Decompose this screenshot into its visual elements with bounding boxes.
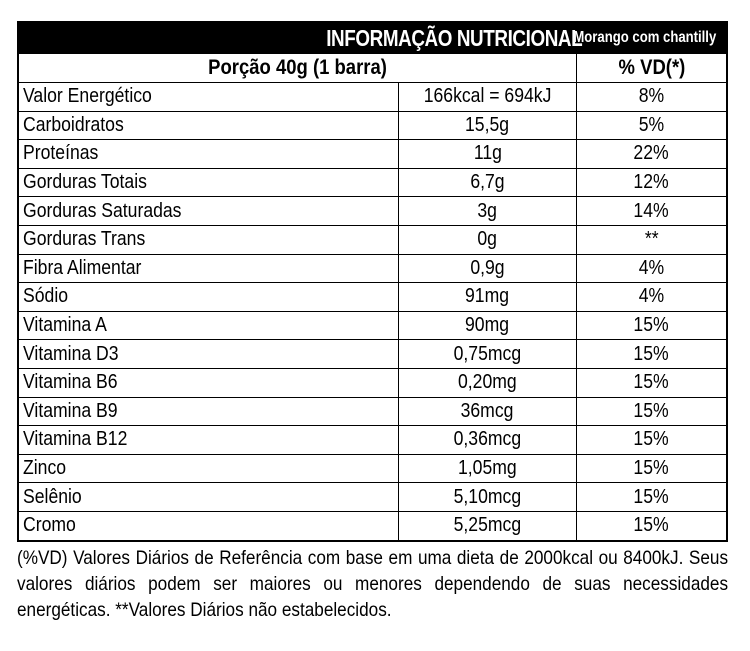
footnote-text: (%VD) Valores Diários de Referência com base em uma dieta de 2000kcal ou 8400kJ. Seus valores diários podem ser maiores ou menores dependendo de suas necessidades energéticas. **Valores Diários não estabelecidos.	[17, 547, 729, 621]
table-body	[19, 82, 726, 540]
table-row	[19, 397, 726, 426]
nutrient-name: Vitamina A	[23, 314, 107, 337]
table-title-bar	[19, 23, 726, 53]
nutrient-name: Vitamina B12	[23, 428, 128, 451]
nutrient-name: Gorduras Saturadas	[23, 199, 182, 222]
nutrient-amount: 5,25mcg	[453, 514, 522, 537]
portion-header: Porção 40g (1 barra)	[208, 56, 387, 79]
nutrient-vd: 14%	[633, 199, 670, 222]
table-row	[19, 168, 726, 197]
nutrient-name: Carboidratos	[23, 113, 124, 136]
nutrient-vd: 15%	[633, 485, 670, 508]
nutrient-vd: 22%	[633, 142, 670, 165]
nutrient-amount: 11g	[473, 142, 502, 165]
nutrient-vd: 15%	[633, 457, 670, 480]
nutrient-vd: 5%	[638, 113, 665, 136]
table-row	[19, 368, 726, 397]
nutrient-name: Vitamina B9	[23, 399, 118, 422]
footnote	[17, 545, 728, 623]
table-row	[19, 225, 726, 254]
table-row	[19, 254, 726, 283]
nutrient-name: Vitamina B6	[23, 371, 118, 394]
nutrient-vd: 12%	[633, 171, 670, 194]
nutrient-name: Sódio	[23, 285, 69, 308]
nutrient-vd: 15%	[633, 314, 670, 337]
nutrient-name: Valor Energético	[23, 85, 152, 108]
nutrient-name: Proteínas	[23, 142, 99, 165]
nutrient-amount: 0,9g	[470, 256, 505, 279]
nutrient-vd: **	[644, 228, 659, 251]
nutrient-amount: 90mg	[465, 314, 510, 337]
table-row	[19, 454, 726, 483]
vd-header: % VD(*)	[618, 56, 685, 79]
nutrient-amount: 0,36mcg	[453, 428, 522, 451]
nutrient-amount: 0,75mcg	[453, 342, 522, 365]
nutrient-name: Selênio	[23, 485, 82, 508]
nutrient-vd: 4%	[638, 256, 665, 279]
table-row	[19, 425, 726, 454]
flavor-label: Morango com chantilly	[573, 29, 716, 46]
nutrient-amount: 91mg	[465, 285, 510, 308]
table-row	[19, 196, 726, 225]
nutrition-table	[17, 21, 728, 542]
nutrient-name: Cromo	[23, 514, 76, 537]
nutrient-vd: 8%	[638, 85, 665, 108]
nutrient-vd: 15%	[633, 428, 670, 451]
nutrient-amount: 15,5g	[465, 113, 510, 136]
nutrient-name: Zinco	[23, 457, 67, 480]
table-row	[19, 482, 726, 511]
nutrient-amount: 0g	[477, 228, 498, 251]
nutrient-name: Gorduras Totais	[23, 171, 147, 194]
table-row	[19, 339, 726, 368]
nutrient-vd: 4%	[638, 285, 665, 308]
table-row	[19, 511, 726, 540]
nutrient-amount: 166kcal = 694kJ	[423, 85, 552, 108]
nutrient-vd: 15%	[633, 399, 670, 422]
nutrient-vd: 15%	[633, 514, 670, 537]
table-row	[19, 282, 726, 311]
nutrient-amount: 6,7g	[470, 171, 505, 194]
nutrient-name: Vitamina D3	[23, 342, 119, 365]
nutrient-vd: 15%	[633, 342, 670, 365]
table-row	[19, 311, 726, 340]
table-header-row	[19, 53, 726, 82]
nutrient-amount: 0,20mg	[458, 371, 517, 394]
nutrient-amount: 36mcg	[461, 399, 514, 422]
nutrient-amount: 5,10mcg	[453, 485, 522, 508]
nutrient-amount: 1,05mg	[458, 457, 517, 480]
nutrient-amount: 3g	[477, 199, 498, 222]
table-row	[19, 111, 726, 140]
table-title: INFORMAÇÃO NUTRICIONAL	[325, 24, 582, 51]
nutrient-vd: 15%	[633, 371, 670, 394]
nutrient-name: Gorduras Trans	[23, 228, 146, 251]
table-row	[19, 82, 726, 111]
nutrient-name: Fibra Alimentar	[23, 256, 142, 279]
table-row	[19, 139, 726, 168]
